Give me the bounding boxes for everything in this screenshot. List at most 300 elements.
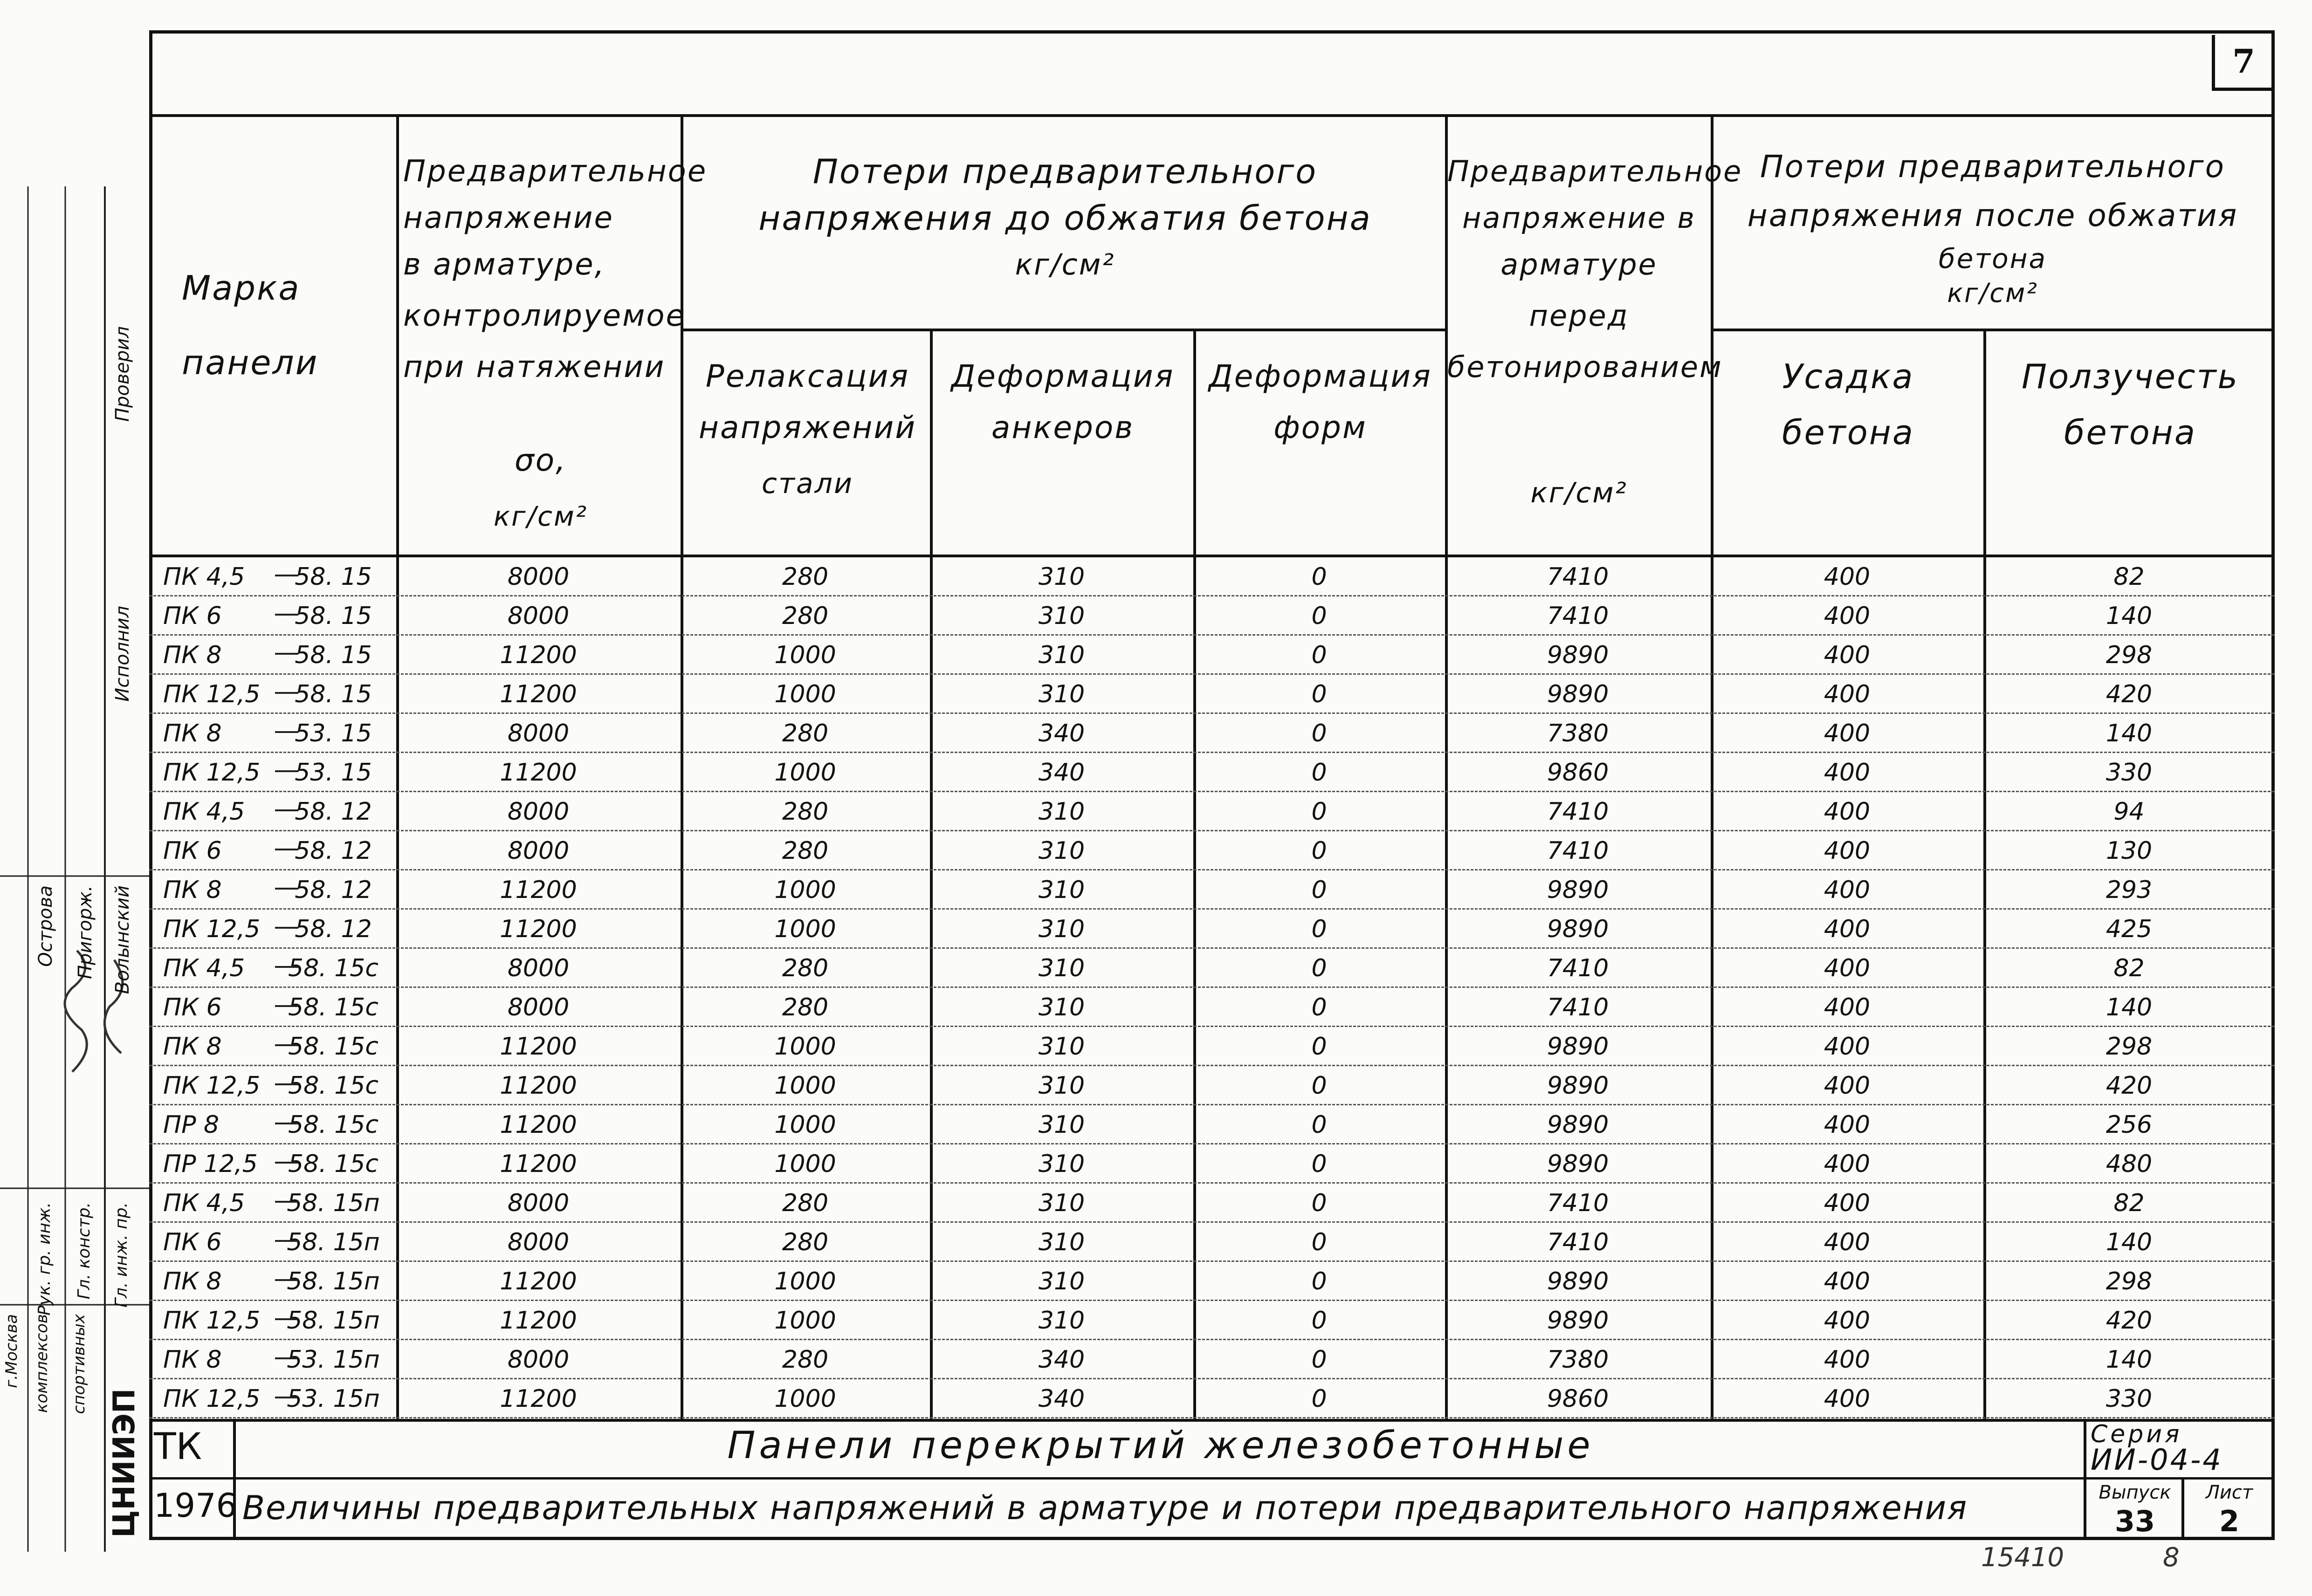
cell-before: 7380	[1547, 1345, 1609, 1374]
cell-mark: ПК 12,5	[163, 915, 261, 943]
cell-creep: 82	[2113, 562, 2145, 591]
cell-before: 9890	[1547, 680, 1609, 708]
title-block-title: Панели перекрытий железобетонные	[727, 1424, 1594, 1467]
cell-before: 9890	[1547, 915, 1609, 943]
cell-mark: ПК 12,5	[163, 680, 261, 708]
mark-dash	[275, 849, 298, 850]
cell-relax: 280	[782, 993, 829, 1021]
header-before-conc-l3: арматуре	[1500, 247, 1658, 281]
cell-mark: ПК 12,5	[163, 1384, 261, 1413]
table-row	[149, 909, 2275, 949]
cell-code: 53. 15	[295, 719, 372, 747]
cell-form: 0	[1311, 602, 1327, 630]
cell-code: 58. 12	[295, 797, 372, 826]
cell-mark: ПК 6	[163, 1228, 222, 1256]
header-sigma0-l2: напряжение	[403, 201, 614, 235]
header-before-conc-l1: Предварительное	[1447, 154, 1743, 188]
role-gl-inzh: Гл. инж. пр.	[112, 1202, 131, 1308]
cell-before: 7410	[1547, 602, 1609, 630]
mark-dash	[275, 809, 298, 811]
cell-relax: 280	[782, 797, 829, 826]
cell-creep: 298	[2106, 1032, 2153, 1061]
cell-s0: 11200	[500, 1110, 577, 1139]
name-prigorzh: Пригорж.	[75, 885, 96, 980]
table-row	[149, 1222, 2275, 1262]
series-value: ИИ-04-4	[2091, 1443, 2223, 1477]
cell-shrink: 400	[1823, 1150, 1871, 1178]
org-line-2: комплексов	[33, 1314, 51, 1413]
cell-s0: 8000	[507, 1189, 570, 1217]
header-anchor-l1: Деформация	[951, 358, 1175, 394]
cell-s0: 11200	[500, 1150, 577, 1178]
cell-shrink: 400	[1823, 1110, 1871, 1139]
cell-relax: 1000	[774, 641, 836, 669]
cell-before: 9890	[1547, 876, 1609, 904]
cell-form: 0	[1311, 1345, 1327, 1374]
cell-code: 58. 15с	[288, 1071, 378, 1100]
cell-form: 0	[1311, 915, 1327, 943]
cell-form: 0	[1311, 719, 1327, 747]
cell-form: 0	[1311, 836, 1327, 865]
archive-number: 15410	[1981, 1542, 2064, 1573]
cell-mark: ПК 6	[163, 836, 222, 865]
role-gl-konstr: Гл. констр.	[75, 1202, 94, 1300]
cell-code: 58. 15	[295, 602, 372, 630]
cell-before: 9890	[1547, 1306, 1609, 1335]
cell-before: 7410	[1547, 954, 1609, 982]
cell-s0: 8000	[507, 954, 570, 982]
title-block-issue-divider	[2181, 1480, 2184, 1540]
cell-creep: 420	[2106, 1071, 2153, 1100]
table-row	[149, 713, 2275, 753]
cell-s0: 11200	[500, 641, 577, 669]
cell-before: 9860	[1547, 758, 1609, 787]
mark-dash	[275, 966, 298, 968]
cell-code: 58. 15	[295, 680, 372, 708]
cell-mark: ПК 12,5	[163, 1071, 261, 1100]
cell-creep: 140	[2106, 1228, 2153, 1256]
title-block-tk: ТК	[154, 1426, 202, 1468]
cell-shrink: 400	[1823, 1071, 1871, 1100]
cell-relax: 1000	[774, 876, 836, 904]
mark-dash	[275, 888, 298, 890]
cell-shrink: 400	[1823, 719, 1871, 747]
cell-form: 0	[1311, 993, 1327, 1021]
cell-relax: 1000	[774, 915, 836, 943]
cell-mark: ПК 8	[163, 1032, 222, 1061]
cell-code: 58. 15	[295, 641, 372, 669]
cell-shrink: 400	[1823, 1267, 1871, 1295]
cell-form: 0	[1311, 797, 1327, 826]
header-relax-l2: напряжений	[698, 410, 917, 445]
role-ruk-gr: Рук. гр. инж.	[35, 1202, 54, 1316]
mark-dash	[275, 1240, 298, 1242]
cell-mark: ПК 4,5	[163, 562, 245, 591]
cell-creep: 330	[2106, 758, 2153, 787]
cell-mark: ПК 8	[163, 1267, 222, 1295]
title-block-mid-line	[149, 1477, 2275, 1480]
cell-anch: 310	[1038, 1150, 1085, 1178]
cell-mark: ПР 8	[163, 1110, 220, 1139]
mark-dash	[275, 1397, 298, 1398]
cell-anch: 310	[1038, 876, 1085, 904]
cell-creep: 420	[2106, 1306, 2153, 1335]
header-form-l2: форм	[1273, 410, 1367, 445]
mark-dash	[275, 1357, 298, 1359]
cell-mark: ПК 8	[163, 719, 222, 747]
cell-relax: 280	[782, 1345, 829, 1374]
cell-mark: ПК 4,5	[163, 1189, 245, 1217]
cell-shrink: 400	[1823, 680, 1871, 708]
cell-relax: 1000	[774, 1032, 836, 1061]
title-block-subtitle: Величины предварительных напряжений в арматуре и потери предварительного напряжения	[242, 1489, 1968, 1527]
cell-s0: 11200	[500, 915, 577, 943]
table-row	[149, 1027, 2275, 1066]
sheet-label: Лист	[2205, 1482, 2253, 1503]
cell-code: 53. 15п	[287, 1384, 380, 1413]
cell-mark: ПК 6	[163, 993, 222, 1021]
header-before-conc-l2: напряжение в	[1462, 201, 1696, 235]
cell-relax: 280	[782, 836, 829, 865]
cell-creep: 140	[2106, 1345, 2153, 1374]
header-relax-l3: стали	[761, 467, 854, 500]
mark-dash	[275, 1318, 298, 1320]
cell-anch: 340	[1038, 1384, 1085, 1413]
header-sigma0-unit: кг/см²	[494, 500, 588, 532]
stamp-ispolnil: Исполнил	[112, 606, 133, 702]
cell-creep: 330	[2106, 1384, 2153, 1413]
title-block-top-line	[149, 1419, 2275, 1422]
mark-dash	[275, 1005, 298, 1007]
cell-before: 7410	[1547, 836, 1609, 865]
cell-code: 58. 15п	[287, 1228, 380, 1256]
cell-code: 58. 12	[295, 915, 372, 943]
cell-shrink: 400	[1823, 758, 1871, 787]
header-relax-l1: Релаксация	[705, 358, 910, 394]
mark-dash	[275, 927, 298, 929]
cell-mark: ПР 12,5	[163, 1150, 258, 1178]
cell-anch: 310	[1038, 1071, 1085, 1100]
cell-code: 58. 15с	[288, 993, 378, 1021]
cell-s0: 8000	[507, 562, 570, 591]
cell-form: 0	[1311, 954, 1327, 982]
cell-s0: 11200	[500, 758, 577, 787]
header-sigma0-l5: при натяжении	[403, 350, 666, 384]
cell-shrink: 400	[1823, 915, 1871, 943]
table-row	[149, 870, 2275, 910]
header-losses-before-unit: кг/см²	[1015, 247, 1115, 281]
cell-mark: ПК 8	[163, 641, 222, 669]
cell-shrink: 400	[1823, 641, 1871, 669]
cell-mark: ПК 4,5	[163, 797, 245, 826]
cell-code: 58. 15	[295, 562, 372, 591]
cell-shrink: 400	[1823, 1345, 1871, 1374]
cell-form: 0	[1311, 1150, 1327, 1178]
table-row	[149, 948, 2275, 988]
header-shrink-l2: бетона	[1782, 413, 1914, 452]
cell-anch: 310	[1038, 1189, 1085, 1217]
cell-shrink: 400	[1823, 562, 1871, 591]
mark-dash	[275, 575, 298, 576]
cell-s0: 11200	[500, 1267, 577, 1295]
mark-dash	[275, 770, 298, 772]
cell-anch: 310	[1038, 797, 1085, 826]
cell-anch: 310	[1038, 954, 1085, 982]
cell-relax: 1000	[774, 1306, 836, 1335]
org-line-3: г.Москва	[2, 1314, 21, 1388]
cell-relax: 1000	[774, 1071, 836, 1100]
header-sigma0-l4: контролируемое	[403, 299, 686, 333]
mark-dash	[275, 614, 298, 616]
cell-code: 58. 15п	[287, 1306, 380, 1335]
cell-creep: 140	[2106, 719, 2153, 747]
losses-before-sub-line	[683, 329, 1447, 331]
cell-form: 0	[1311, 758, 1327, 787]
table-row	[149, 1066, 2275, 1105]
cell-relax: 1000	[774, 1384, 836, 1413]
cell-relax: 280	[782, 562, 829, 591]
data-table-body	[149, 557, 2275, 1419]
cell-s0: 8000	[507, 797, 570, 826]
header-before-conc-l4: перед	[1529, 299, 1629, 333]
table-row	[149, 674, 2275, 714]
cell-s0: 11200	[500, 1306, 577, 1335]
cell-form: 0	[1311, 1384, 1327, 1413]
cell-form: 0	[1311, 1071, 1327, 1100]
cell-shrink: 400	[1823, 602, 1871, 630]
header-losses-before-l1: Потери предварительного	[812, 152, 1318, 191]
cell-s0: 11200	[500, 1384, 577, 1413]
cell-shrink: 400	[1823, 1228, 1871, 1256]
title-block-right-divider	[2084, 1419, 2086, 1540]
cell-creep: 480	[2106, 1150, 2153, 1178]
cell-s0: 11200	[500, 1071, 577, 1100]
cell-creep: 82	[2113, 1189, 2145, 1217]
header-top-line	[149, 114, 2275, 117]
cell-before: 7380	[1547, 719, 1609, 747]
cell-anch: 310	[1038, 1110, 1085, 1139]
header-losses-after-l3: бетона	[1938, 243, 2047, 274]
mark-dash	[275, 692, 298, 694]
cell-creep: 94	[2113, 797, 2145, 826]
cell-anch: 310	[1038, 993, 1085, 1021]
cell-anch: 310	[1038, 1228, 1085, 1256]
cell-before: 9890	[1547, 1071, 1609, 1100]
cell-relax: 1000	[774, 680, 836, 708]
cell-shrink: 400	[1823, 954, 1871, 982]
header-before-conc-l5: бетонированием	[1447, 350, 1723, 384]
cell-s0: 8000	[507, 719, 570, 747]
cell-creep: 130	[2106, 836, 2153, 865]
cell-mark: ПК 12,5	[163, 1306, 261, 1335]
table-row	[149, 635, 2275, 675]
cell-relax: 280	[782, 602, 829, 630]
header-losses-after-l2: напряжения после обжатия	[1747, 198, 2238, 233]
cell-before: 9890	[1547, 1110, 1609, 1139]
cell-code: 58. 15п	[287, 1267, 380, 1295]
cell-anch: 310	[1038, 1306, 1085, 1335]
cell-code: 58. 15с	[288, 1032, 378, 1061]
cell-s0: 11200	[500, 1032, 577, 1061]
cell-relax: 1000	[774, 758, 836, 787]
cell-before: 7410	[1547, 797, 1609, 826]
mark-dash	[275, 731, 298, 733]
header-losses-after-l1: Потери предварительного	[1760, 149, 2225, 185]
org-logo: ЦНИИЭП	[107, 1388, 142, 1538]
table-row	[149, 1379, 2275, 1418]
cell-anch: 310	[1038, 836, 1085, 865]
cell-before: 7410	[1547, 1189, 1609, 1217]
cell-shrink: 400	[1823, 1032, 1871, 1061]
series-label: Серия	[2091, 1420, 2182, 1448]
cell-code: 53. 15	[295, 758, 372, 787]
mark-dash	[275, 1162, 298, 1164]
table-row	[149, 557, 2275, 596]
cell-creep: 298	[2106, 1267, 2153, 1295]
cell-anch: 310	[1038, 562, 1085, 591]
mark-dash	[275, 1083, 298, 1085]
cell-shrink: 400	[1823, 836, 1871, 865]
header-sigma0-l1: Предварительное	[403, 154, 708, 189]
cell-code: 58. 15с	[288, 954, 378, 982]
cell-creep: 425	[2106, 915, 2153, 943]
cell-code: 53. 15п	[287, 1345, 380, 1374]
header-sigma0-l3: в арматуре,	[403, 247, 606, 282]
losses-after-sub-line	[1711, 329, 2275, 331]
cell-s0: 8000	[507, 993, 570, 1021]
cell-form: 0	[1311, 1228, 1327, 1256]
cell-form: 0	[1311, 876, 1327, 904]
cell-creep: 293	[2106, 876, 2153, 904]
table-row	[149, 753, 2275, 792]
cell-mark: ПК 8	[163, 876, 222, 904]
cell-s0: 11200	[500, 876, 577, 904]
cell-before: 9890	[1547, 1032, 1609, 1061]
org-line-1: спортивных	[70, 1314, 89, 1414]
cell-s0: 8000	[507, 1345, 570, 1374]
table-row	[149, 1183, 2275, 1223]
cell-creep: 298	[2106, 641, 2153, 669]
cell-form: 0	[1311, 680, 1327, 708]
header-anchor-l2: анкеров	[991, 410, 1135, 445]
table-row	[149, 1105, 2275, 1144]
cell-code: 58. 12	[295, 876, 372, 904]
header-form-l1: Деформация	[1209, 358, 1432, 394]
header-losses-after-unit: кг/см²	[1947, 278, 2038, 308]
cell-before: 9890	[1547, 641, 1609, 669]
header-marka: Марка	[182, 268, 301, 308]
table-row	[149, 831, 2275, 870]
cell-mark: ПК 6	[163, 602, 222, 630]
cell-relax: 1000	[774, 1110, 836, 1139]
cell-form: 0	[1311, 1189, 1327, 1217]
mark-dash	[275, 653, 298, 655]
cell-creep: 140	[2106, 993, 2153, 1021]
cell-creep: 420	[2106, 680, 2153, 708]
cell-relax: 280	[782, 1228, 829, 1256]
header-losses-before-l2: напряжения до обжатия бетона	[758, 199, 1372, 238]
cell-before: 9860	[1547, 1384, 1609, 1413]
cell-relax: 280	[782, 954, 829, 982]
table-row	[149, 1340, 2275, 1379]
sheet-value: 2	[2219, 1504, 2240, 1538]
cell-form: 0	[1311, 562, 1327, 591]
mark-dash	[275, 1044, 298, 1046]
issue-value: 33	[2114, 1504, 2155, 1538]
cell-shrink: 400	[1823, 1306, 1871, 1335]
sheet-number: 7	[2212, 35, 2272, 91]
table-row	[149, 792, 2275, 831]
cell-code: 58. 15п	[287, 1189, 380, 1217]
name-ostrova: Острова	[35, 885, 56, 967]
row-separator	[149, 1417, 2275, 1418]
cell-form: 0	[1311, 1032, 1327, 1061]
cell-shrink: 400	[1823, 1189, 1871, 1217]
cell-relax: 1000	[774, 1267, 836, 1295]
left-approval-stamp	[0, 186, 149, 1552]
cell-anch: 310	[1038, 1267, 1085, 1295]
cell-before: 7410	[1547, 993, 1609, 1021]
name-volynsky: Волынский	[112, 885, 133, 994]
page-mark: 8	[2163, 1542, 2180, 1573]
cell-mark: ПК 8	[163, 1345, 222, 1374]
issue-label: Выпуск	[2099, 1482, 2171, 1503]
cell-anch: 340	[1038, 719, 1085, 747]
cell-mark: ПК 4,5	[163, 954, 245, 982]
cell-relax: 280	[782, 719, 829, 747]
cell-s0: 8000	[507, 602, 570, 630]
cell-before: 9890	[1547, 1267, 1609, 1295]
cell-anch: 340	[1038, 758, 1085, 787]
cell-form: 0	[1311, 641, 1327, 669]
header-creep-l1: Ползучесть	[2022, 357, 2239, 396]
cell-form: 0	[1311, 1267, 1327, 1295]
cell-before: 7410	[1547, 562, 1609, 591]
cell-anch: 310	[1038, 1032, 1085, 1061]
table-row	[149, 1301, 2275, 1340]
cell-s0: 8000	[507, 836, 570, 865]
cell-before: 7410	[1547, 1228, 1609, 1256]
cell-s0: 11200	[500, 680, 577, 708]
cell-code: 58. 15с	[288, 1110, 378, 1139]
cell-mark: ПК 12,5	[163, 758, 261, 787]
cell-shrink: 400	[1823, 1384, 1871, 1413]
cell-anch: 310	[1038, 680, 1085, 708]
header-paneli: панели	[182, 343, 319, 382]
cell-before: 9890	[1547, 1150, 1609, 1178]
header-sigma0-symbol: σо,	[514, 442, 567, 478]
cell-form: 0	[1311, 1110, 1327, 1139]
header-shrink-l1: Усадка	[1782, 357, 1914, 396]
table-row	[149, 1144, 2275, 1184]
title-block-year: 1976	[154, 1486, 237, 1525]
cell-anch: 310	[1038, 602, 1085, 630]
cell-shrink: 400	[1823, 993, 1871, 1021]
header-creep-l2: бетона	[2064, 413, 2196, 452]
cell-anch: 310	[1038, 915, 1085, 943]
cell-relax: 280	[782, 1189, 829, 1217]
mark-dash	[275, 1279, 298, 1281]
cell-relax: 1000	[774, 1150, 836, 1178]
table-row	[149, 1261, 2275, 1301]
cell-creep: 82	[2113, 954, 2145, 982]
table-row	[149, 596, 2275, 636]
cell-code: 58. 12	[295, 836, 372, 865]
cell-anch: 310	[1038, 641, 1085, 669]
cell-shrink: 400	[1823, 876, 1871, 904]
cell-creep: 140	[2106, 602, 2153, 630]
cell-shrink: 400	[1823, 797, 1871, 826]
